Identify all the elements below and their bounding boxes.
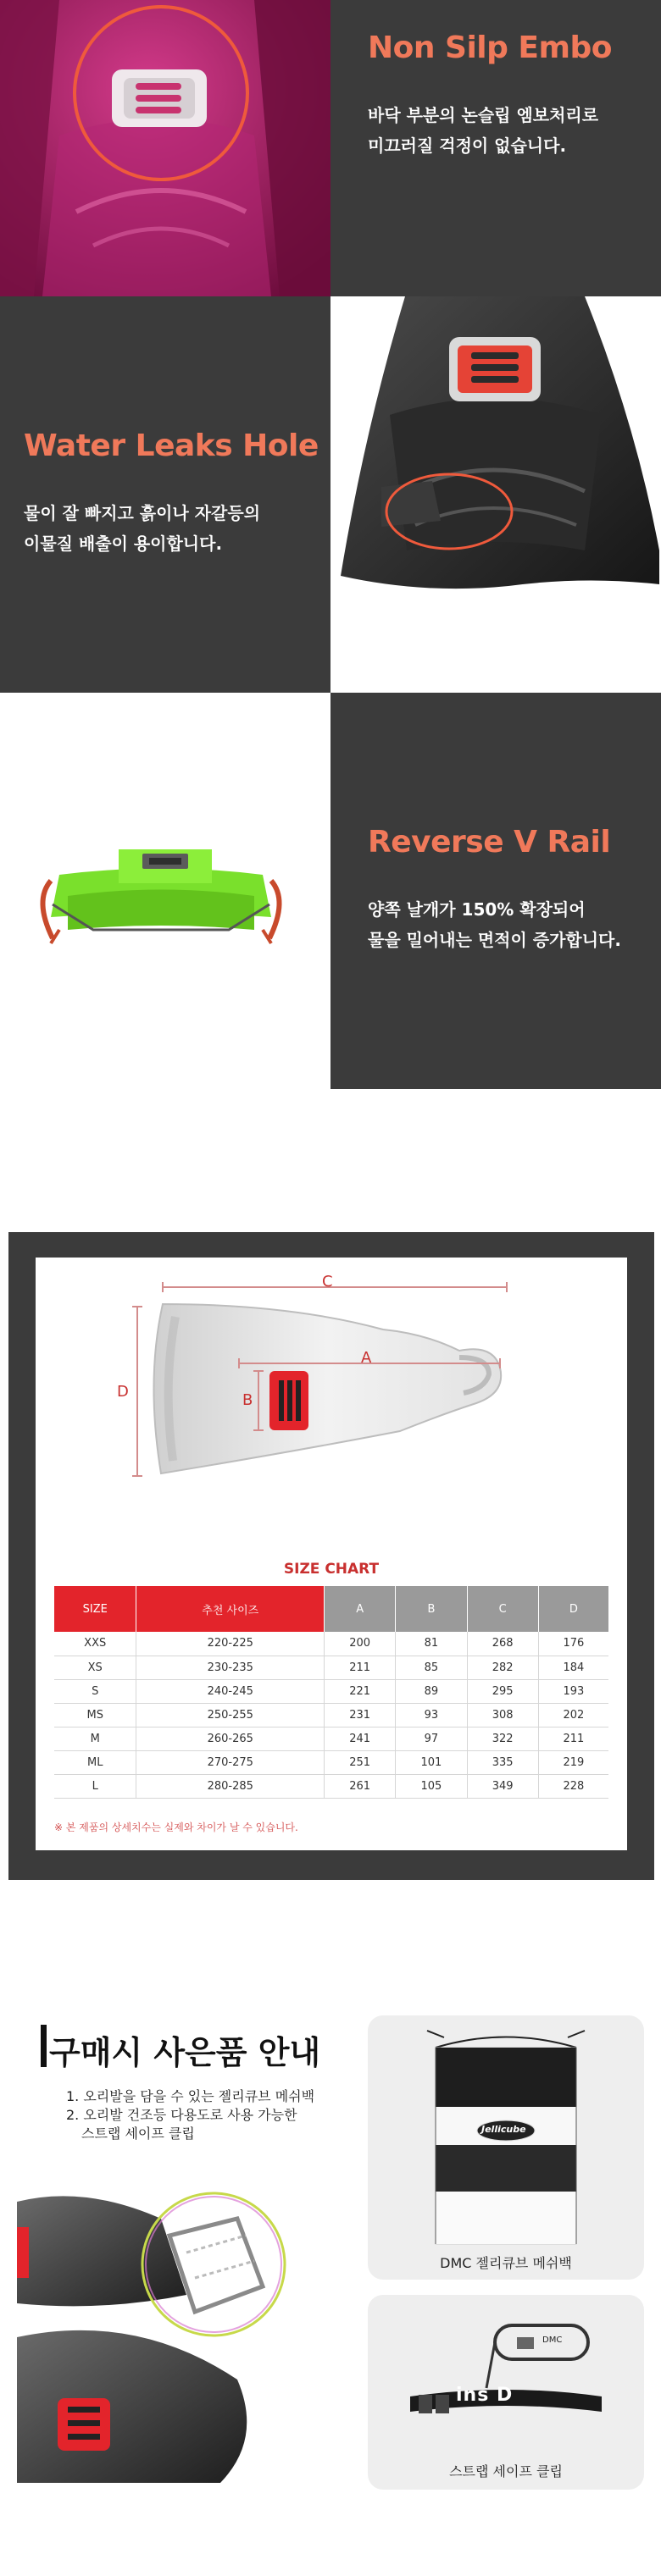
size-table-cell: 93 xyxy=(396,1703,467,1727)
size-table-row xyxy=(54,1656,608,1679)
size-table-row xyxy=(54,1750,608,1774)
dim-label-a: A xyxy=(361,1349,372,1367)
size-table-cell: 241 xyxy=(325,1727,396,1750)
bag-logo: Jellicube xyxy=(481,2124,526,2135)
size-table-row xyxy=(54,1727,608,1750)
size-table-cell: 184 xyxy=(538,1656,608,1679)
size-table-cell: 193 xyxy=(538,1679,608,1703)
fin-green-image xyxy=(0,693,330,1089)
size-table-cell: 211 xyxy=(325,1656,396,1679)
size-chart-panel xyxy=(8,1232,654,1880)
size-table-cell: 219 xyxy=(538,1750,608,1774)
dim-label-d: D xyxy=(117,1383,129,1401)
size-table-cell: 322 xyxy=(467,1727,538,1750)
size-table-cell: 81 xyxy=(396,1632,467,1656)
feature-desc-line: 미끄러질 걱정이 없습니다. xyxy=(368,135,567,156)
feature-water-leaks xyxy=(0,296,661,693)
fin-dimension-diagram xyxy=(36,1258,627,1554)
size-table-cell: 268 xyxy=(467,1632,538,1656)
size-table-cell: S xyxy=(54,1679,136,1703)
col-c: C xyxy=(467,1586,538,1632)
size-table-cell: 221 xyxy=(325,1679,396,1703)
fin-black-image xyxy=(330,296,661,693)
gift-card-mesh-bag xyxy=(368,2015,644,2280)
size-table-cell: ML xyxy=(54,1750,136,1774)
feature-desc-line: 물이 잘 빠지고 흙이나 자갈등의 xyxy=(24,503,261,523)
size-table-cell: 260-265 xyxy=(136,1727,325,1750)
size-table-cell: 97 xyxy=(396,1727,467,1750)
size-table-cell: 270-275 xyxy=(136,1750,325,1774)
size-table-cell: 101 xyxy=(396,1750,467,1774)
feature-desc-line: 물을 밀어내는 면적이 증가합니다. xyxy=(368,930,621,950)
size-table-cell: 261 xyxy=(325,1774,396,1798)
size-chart-card xyxy=(36,1258,627,1850)
size-table-cell: 295 xyxy=(467,1679,538,1703)
size-note: ※ 본 제품의 상세치수는 실제와 차이가 날 수 있습니다. xyxy=(54,1821,298,1833)
size-table-header xyxy=(54,1586,608,1632)
gift-item: 1. 오리발을 담을 수 있는 젤리큐브 메쉬백 xyxy=(66,2088,315,2104)
size-table-cell: 282 xyxy=(467,1656,538,1679)
size-table-row xyxy=(54,1632,608,1656)
fin-with-clip-image xyxy=(17,2185,356,2483)
gift-title: 구매시 사은품 안내 xyxy=(49,2034,321,2071)
size-table-cell: 250-255 xyxy=(136,1703,325,1727)
size-table-cell: 349 xyxy=(467,1774,538,1798)
feature-non-slip xyxy=(0,0,661,296)
size-table-cell: 176 xyxy=(538,1632,608,1656)
gift-item: 스트랩 세이프 클립 xyxy=(81,2125,195,2142)
size-table-cell: 228 xyxy=(538,1774,608,1798)
size-table-cell: L xyxy=(54,1774,136,1798)
size-chart-title: SIZE CHART xyxy=(283,1561,380,1578)
size-table-cell: XXS xyxy=(54,1632,136,1656)
feature-desc-line: 바닥 부분의 논슬립 엠보처리로 xyxy=(368,105,599,125)
feature-title: Non Silp Embo xyxy=(368,30,613,65)
size-table-row xyxy=(54,1703,608,1727)
size-table-cell: 89 xyxy=(396,1679,467,1703)
dim-label-c: C xyxy=(322,1273,333,1291)
size-table-cell: 202 xyxy=(538,1703,608,1727)
size-table-cell: MS xyxy=(54,1703,136,1727)
feature-reverse-v-rail xyxy=(0,693,661,1089)
size-table-row xyxy=(54,1774,608,1798)
size-table-cell: 240-245 xyxy=(136,1679,325,1703)
size-table-row xyxy=(54,1679,608,1703)
mesh-bag-image xyxy=(368,2022,644,2251)
size-table-cell: 231 xyxy=(325,1703,396,1727)
size-table-cell: 85 xyxy=(396,1656,467,1679)
size-table-cell: 335 xyxy=(467,1750,538,1774)
carabiner-text: DMC xyxy=(542,2336,563,2345)
gift-item: 2. 오리발 건조등 다용도로 사용 가능한 xyxy=(66,2107,297,2123)
size-table-cell: 251 xyxy=(325,1750,396,1774)
size-table-cell: 211 xyxy=(538,1727,608,1750)
size-table-cell: 308 xyxy=(467,1703,538,1727)
size-table-cell: 105 xyxy=(396,1774,467,1798)
gift-card-caption: DMC 젤리큐브 메쉬백 xyxy=(440,2255,572,2271)
col-a: A xyxy=(325,1586,396,1632)
size-table-cell: XS xyxy=(54,1656,136,1679)
feature-desc-line: 이물질 배출이 용이합니다. xyxy=(24,533,223,554)
col-size: SIZE xyxy=(54,1586,136,1632)
col-recommended: 추천 사이즈 xyxy=(136,1586,325,1632)
feature-title: Water Leaks Hole xyxy=(24,428,319,463)
fin-pink-image xyxy=(0,0,330,296)
feature-title: Reverse V Rail xyxy=(368,825,611,860)
gift-title-bar xyxy=(41,2025,47,2067)
strap-clip-image xyxy=(368,2295,644,2456)
size-table-cell: M xyxy=(54,1727,136,1750)
size-table xyxy=(54,1586,608,1799)
size-table-cell: 230-235 xyxy=(136,1656,325,1679)
strap-text: ins D xyxy=(456,2385,514,2406)
col-b: B xyxy=(396,1586,467,1632)
size-table-cell: 200 xyxy=(325,1632,396,1656)
dim-label-b: B xyxy=(242,1391,253,1409)
gift-card-caption: 스트랩 세이프 클립 xyxy=(449,2463,563,2479)
size-table-cell: 280-285 xyxy=(136,1774,325,1798)
gift-card-strap-clip xyxy=(368,2295,644,2490)
size-table-cell: 220-225 xyxy=(136,1632,325,1656)
col-d: D xyxy=(538,1586,608,1632)
feature-desc-line: 양쪽 날개가 150% 확장되어 xyxy=(368,899,586,920)
